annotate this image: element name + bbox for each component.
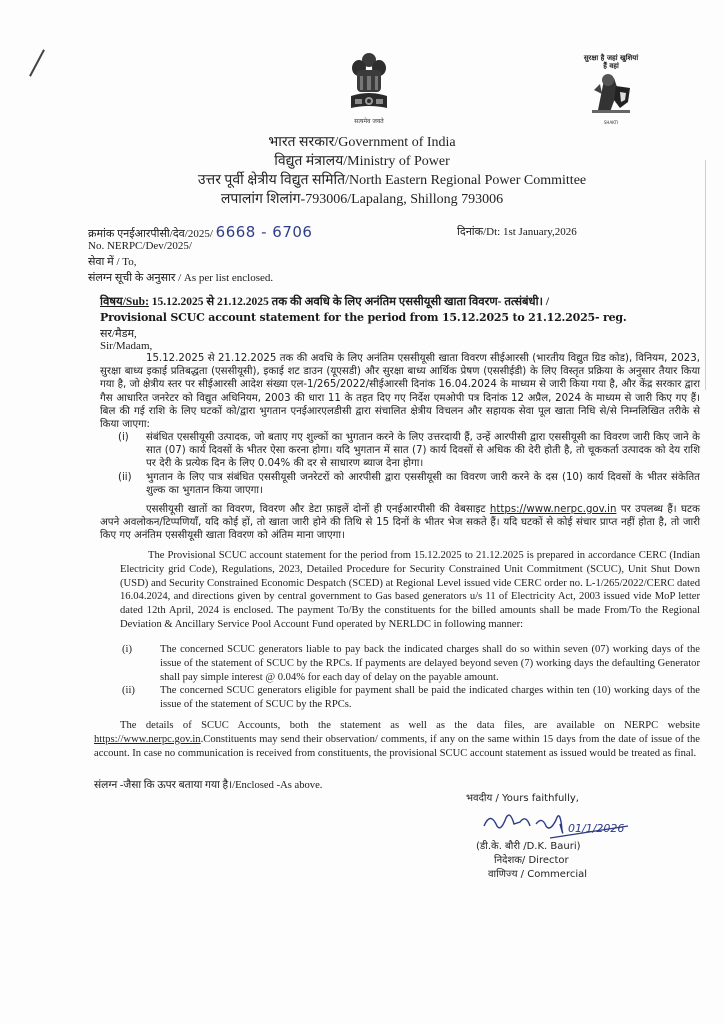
english-list-text: The concerned SCUC generators eligible for payment shall be paid the indicated charges within ten (10) working days of the issue of the statement of SCUC by the RPCs. bbox=[160, 685, 700, 711]
safety-mascot-icon bbox=[588, 70, 634, 116]
safety-logo bbox=[582, 54, 640, 128]
signatory-designation: निदेशक/ Director bbox=[494, 855, 569, 866]
org-government: भारत सरकार/Government of India bbox=[268, 135, 456, 150]
english-list-item bbox=[122, 643, 700, 684]
pen-mark bbox=[29, 49, 45, 76]
handwritten-date: 01/1/2026 bbox=[568, 822, 625, 835]
english-list-number: (i) bbox=[122, 644, 132, 655]
subject-english: Provisional SCUC account statement for the period from 15.12.2025 to 21.12.2025- reg. bbox=[100, 311, 627, 324]
reference-prefix-hindi: क्रमांक एनईआरपीसी/देव/2025/ bbox=[88, 228, 213, 240]
hindi-list-item bbox=[118, 431, 700, 471]
signatory-name: (डी.के. बौरी /D.K. Bauri) bbox=[476, 841, 581, 852]
safety-logo-caption: SHAKTI bbox=[603, 120, 619, 125]
org-committee: उत्तर पूर्वी क्षेत्रीय विद्युत समिति/North Eastern Regional Power Committee bbox=[197, 173, 587, 188]
org-address: लपालांग शिलांग-793006/Lapalang, Shillong 793006 bbox=[220, 192, 504, 207]
hindi-paragraph-1-text: 15.12.2025 से 21.12.2025 तक की अवधि के लिए अनंतिम एससीयूसी खाता विवरण सीईआरसी (भारतीय विद्युत ग्रिड कोड), विनियम, 2023, सुरक्षा बाध्य इकाई प्रतिबद्धता (एससीयूसी), इकाई शट डाउन (यूएसडी) और सुरक्षा बाध्य आर्थिक प्रेषण (एससीईडी) के लिए विस्तृत प्रक्रिया के अनुसार तैयार किया गया है, जो क्षेत्रीय स्तर पर सीईआरसी आदेश संख्या एल-1/265/2022/सीईआरसी दिनांक 16.04.2024 के माध्यम से जारी किया गया है, और केंद्र सरकार द्वारा गैस आधारित जनरेटर को विद्युत अधिनियम, 2003 की धारा 11 के तहत दिए गए निर्देश एमओपी पत्र दिनांक 12 अप्रैल, 2024 के माध्यम से जारी किए गए हैं। बिल की गई राशि के लिए घटकों को/द्वारा भुगतान एनईआरएलडीसी द्वारा संचालित क्षेत्रीय विचलन और सहायक सेवा पूल खाता निधि से/से निम्नलिखित तरीके से किया जाएगा: bbox=[100, 353, 700, 431]
english-website-link[interactable]: https://www.nerpc.gov.in bbox=[94, 733, 201, 745]
national-emblem bbox=[342, 50, 396, 130]
safety-logo-slogan: सुरक्षा है जहां खुशियां हैं वहां bbox=[583, 54, 639, 70]
english-list-text: The concerned SCUC generators liable to pay back the indicated charges shall do so within seven (07) working days of the issue of the statement of SCUC by the RPCs. If payments are delayed beyond seven (7) working days the defaulting Generator shall pay simple interest @ 0.04% for each day of delay on the payable amount. bbox=[160, 644, 700, 683]
english-paragraph-1-text: The Provisional SCUC account statement for the period from 15.12.2025 to 21.12.2025 is prepared in accordance CERC (Indian Electricity grid Code), Regulations, 2023, Detailed Procedure for Security Constrained Unit Commitment (SCUC), Unit Shut Down (USD) and Security Constrained Economic Despatch (SCED) at Regional Level issued vide CERC order no. L-1/265/2022/CERC dated 16.04.2024, and directions given by central government to Gas based generators u/s 11 of Electricity Act, 2003 issued vide MoP letter dated 12th April, 2024 is enclosed. The payment To/By the constituents for the billed amounts shall be made From/To the Regional Deviation & Ancillary Service Pool Account Fund operated by NERLDC in following manner: bbox=[120, 550, 700, 630]
hindi-list-number: (ii) bbox=[118, 471, 132, 483]
hindi-list-text: भुगतान के लिए पात्र संबंधित एससीयूसी जनरेटरों को आरपीसी द्वारा एससीयूसी का विवरण जारी करने के दस (10) कार्य दिवसों के भीतर संकेतित शुल्क का भुगतान किया जाएगा। bbox=[146, 471, 700, 496]
hindi-website-link[interactable]: https://www.nerpc.gov.in bbox=[489, 504, 617, 515]
subject-hindi-text: 15.12.2025 से 21.12.2025 तक की अवधि के लिए अनंतिम एससीयूसी खाता विवरण- तत्संबंधी। / bbox=[148, 296, 550, 308]
hindi-list-number: (i) bbox=[118, 432, 129, 443]
enclosure-note: संलग्न -जैसा कि ऊपर बताया गया है।/Enclosed -As above. bbox=[94, 780, 323, 791]
letter-date: दिनांक/Dt: 1st January,2026 bbox=[457, 226, 577, 238]
ashoka-emblem-icon bbox=[347, 50, 391, 116]
salutation-hindi: सर/मैडम, bbox=[100, 328, 137, 340]
emblem-motto: सत्यमेव जयते bbox=[354, 118, 384, 125]
hindi-paragraph-2-end: पर उपलब्ध हैं। घटक अपने अवलोकन/टिप्पणियाँ, यदि कोई हों, तो खाता जारी होने की तिथि से 15 दिनों के भीतर भेज सकते हैं। यदि घटकों से कोई संचार प्राप्त नहीं होता है, तो जारी किए गए अनंतिम एससीयूसी खाता विवरण को अंतिम माना जाएगा। bbox=[100, 504, 700, 542]
salutation-english: Sir/Madam, bbox=[100, 340, 153, 352]
hindi-list-item bbox=[118, 471, 700, 497]
signatory-department: वाणिज्य / Commercial bbox=[488, 869, 588, 880]
hindi-paragraph-2 bbox=[100, 503, 700, 543]
handwritten-reference-number: 6668 - 6706 bbox=[215, 223, 313, 241]
closing-line: भवदीय / Yours faithfully, bbox=[466, 793, 579, 804]
english-paragraph-2 bbox=[94, 719, 700, 760]
to-label: सेवा में / To, bbox=[88, 256, 137, 268]
reference-number-english: No. NERPC/Dev/2025/ bbox=[88, 240, 192, 252]
english-list-number: (ii) bbox=[122, 685, 135, 697]
reference-number-hindi bbox=[88, 223, 312, 241]
english-list-item bbox=[122, 684, 700, 712]
org-ministry: विद्युत मंत्रालय/Ministry of Power bbox=[274, 154, 450, 169]
hindi-payment-list bbox=[118, 431, 700, 497]
english-payment-list bbox=[122, 643, 700, 712]
english-paragraph-2-text bbox=[94, 719, 700, 760]
hindi-paragraph-2-start: एससीयूसी खातों का विवरण, विवरण और डेटा फ़ाइलें दोनों ही एनईआरपीसी की वेबसाइट bbox=[146, 504, 490, 515]
hindi-paragraph-2-text bbox=[100, 503, 700, 543]
english-paragraph-2-start: The details of SCUC Accounts, both the statement as well as the data files, are available on NERPC website bbox=[120, 720, 700, 731]
hindi-paragraph-1 bbox=[100, 352, 700, 431]
hindi-list-text: संबंधित एससीयूसी उत्पादक, जो बताए गए शुल्कों का भुगतान करने के लिए उत्तरदायी हैं, उन्हें आरपीसी द्वारा एससीयूसी का विवरण जारी किए जाने के सात (07) कार्य दिवसों के भीतर ऐसा करना होगा। यदि भुगतान में सात (7) कार्य दिवसों से अधिक की देरी होती है, तो चूककर्ता उत्पादक को देय राशि पर देरी के प्रत्येक दिन के लिए 0.04% की दर से साधारण ब्याज देना होगा। bbox=[146, 432, 700, 470]
english-paragraph-1 bbox=[120, 549, 700, 632]
recipients-line: संलग्न सूची के अनुसार / As per list enclosed. bbox=[88, 272, 274, 284]
english-paragraph-2-end: .Constituents may send their observation/ comments, if any on the same within 15 days from the date of issue of the account. In case no communication is received from constituents, the provisional SCUC account statement as issued would be treated as final. bbox=[94, 733, 700, 759]
subject-hindi bbox=[100, 294, 549, 309]
subject-label: विषय/Sub: bbox=[100, 296, 149, 308]
